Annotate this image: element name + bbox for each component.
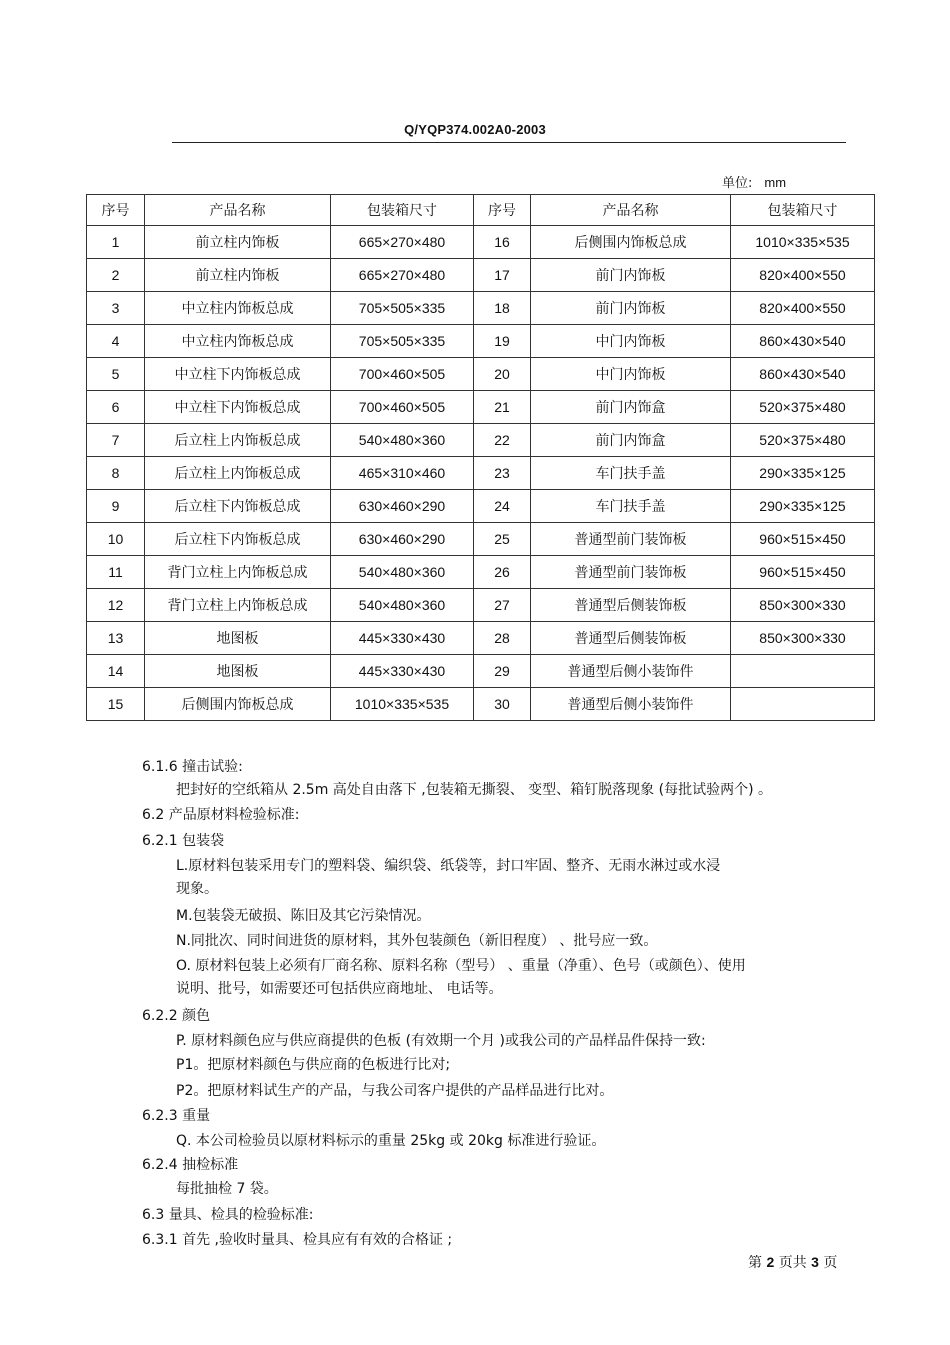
box-size-cell: 630×460×290 — [331, 490, 474, 523]
box-size-cell: 540×480×360 — [331, 589, 474, 622]
product-name-cell: 前立柱内饰板 — [145, 226, 331, 259]
item-m: M.包装袋无破损、陈旧及其它污染情况。 — [176, 908, 431, 924]
product-name-cell: 中立柱下内饰板总成 — [145, 358, 331, 391]
section-6-1-6-text: 把封好的空纸箱从 2.5m 高处自由落下 ,包装箱无撕裂、 变型、箱钉脱落现象 (每批试验两个) 。 — [176, 782, 772, 798]
item-p1: P1。把原材料颜色与供应商的色板进行比对; — [176, 1057, 451, 1073]
seq-cell: 30 — [474, 688, 531, 721]
item-l-line2: 现象。 — [176, 881, 218, 897]
column-header: 产品名称 — [145, 195, 331, 226]
table-header-row — [87, 195, 875, 226]
box-size-cell: 465×310×460 — [331, 457, 474, 490]
product-name-cell: 普通型后侧小装饰件 — [531, 655, 731, 688]
product-name-cell: 后立柱下内饰板总成 — [145, 523, 331, 556]
seq-cell: 5 — [87, 358, 145, 391]
column-header: 产品名称 — [531, 195, 731, 226]
product-name-cell: 中立柱下内饰板总成 — [145, 391, 331, 424]
page-number-pre: 第 — [748, 1255, 762, 1271]
unit-value: mm — [764, 175, 787, 190]
box-size-cell: 1010×335×535 — [331, 688, 474, 721]
seq-cell: 4 — [87, 325, 145, 358]
seq-cell: 9 — [87, 490, 145, 523]
product-name-cell: 车门扶手盖 — [531, 490, 731, 523]
product-name-cell: 车门扶手盖 — [531, 457, 731, 490]
product-name-cell: 普通型后侧装饰板 — [531, 589, 731, 622]
table-row — [87, 523, 875, 556]
seq-cell: 1 — [87, 226, 145, 259]
box-size-cell — [731, 688, 875, 721]
column-header: 序号 — [87, 195, 145, 226]
box-size-cell: 860×430×540 — [731, 358, 875, 391]
table-row — [87, 424, 875, 457]
page-number-post: 页 — [823, 1255, 838, 1271]
table-row — [87, 589, 875, 622]
seq-cell: 2 — [87, 259, 145, 292]
section-6-2-4-text: 每批抽检 7 袋。 — [176, 1181, 278, 1197]
seq-cell: 18 — [474, 292, 531, 325]
product-name-cell: 地图板 — [145, 622, 331, 655]
section-6-2-title: 6.2 产品原材料检验标准: — [142, 807, 300, 823]
section-6-2-4-title: 6.2.4 抽检标准 — [142, 1157, 239, 1173]
doc-code: Q/YQP374.002A0-2003 — [404, 122, 546, 137]
table-row — [87, 292, 875, 325]
box-size-cell: 540×480×360 — [331, 424, 474, 457]
box-size-cell: 700×460×505 — [331, 358, 474, 391]
box-size-cell: 960×515×450 — [731, 556, 875, 589]
section-6-3-1-text: 6.3.1 首先 ,验收时量具、检具应有有效的合格证 ; — [142, 1232, 453, 1248]
seq-cell: 24 — [474, 490, 531, 523]
table-row — [87, 688, 875, 721]
box-size-cell: 445×330×430 — [331, 622, 474, 655]
page-total: 3 — [811, 1254, 819, 1270]
box-size-cell: 700×460×505 — [331, 391, 474, 424]
column-header: 包装箱尺寸 — [331, 195, 474, 226]
section-6-3-title: 6.3 量具、检具的检验标准: — [142, 1207, 314, 1223]
seq-cell: 19 — [474, 325, 531, 358]
product-name-cell: 后立柱上内饰板总成 — [145, 457, 331, 490]
product-name-cell: 背门立柱上内饰板总成 — [145, 556, 331, 589]
item-p2: P2。把原材料试生产的产品，与我公司客户提供的产品样品进行比对。 — [176, 1083, 614, 1099]
item-n: N.同批次、同时间进货的原材料，其外包装颜色（新旧程度） 、批号应一致。 — [176, 933, 658, 949]
box-size-cell: 290×335×125 — [731, 457, 875, 490]
product-name-cell: 前门内饰板 — [531, 259, 731, 292]
header-rule — [172, 142, 846, 143]
box-size-cell: 850×300×330 — [731, 622, 875, 655]
box-size-cell: 540×480×360 — [331, 556, 474, 589]
product-name-cell: 前门内饰盒 — [531, 424, 731, 457]
product-name-cell: 前门内饰板 — [531, 292, 731, 325]
product-name-cell: 普通型前门装饰板 — [531, 523, 731, 556]
box-size-cell: 1010×335×535 — [731, 226, 875, 259]
item-p: P. 原材料颜色应与供应商提供的色板 (有效期一个月 )或我公司的产品样品件保持一致: — [176, 1033, 706, 1049]
column-header: 包装箱尺寸 — [731, 195, 875, 226]
table-row — [87, 457, 875, 490]
seq-cell: 23 — [474, 457, 531, 490]
product-name-cell: 后侧围内饰板总成 — [145, 688, 331, 721]
item-l-line1: L.原材料包装采用专门的塑料袋、编织袋、纸袋等，封口牢固、整齐、无雨水淋过或水浸 — [176, 858, 721, 874]
seq-cell: 16 — [474, 226, 531, 259]
section-6-2-3-title: 6.2.3 重量 — [142, 1108, 211, 1124]
product-name-cell: 前立柱内饰板 — [145, 259, 331, 292]
box-size-cell: 520×375×480 — [731, 391, 875, 424]
table-row — [87, 259, 875, 292]
product-name-cell: 地图板 — [145, 655, 331, 688]
box-size-cell: 705×505×335 — [331, 292, 474, 325]
product-name-cell: 后立柱下内饰板总成 — [145, 490, 331, 523]
product-name-cell: 后立柱上内饰板总成 — [145, 424, 331, 457]
box-size-cell: 445×330×430 — [331, 655, 474, 688]
box-size-cell: 705×505×335 — [331, 325, 474, 358]
box-size-cell: 860×430×540 — [731, 325, 875, 358]
seq-cell: 15 — [87, 688, 145, 721]
box-size-cell: 820×400×550 — [731, 292, 875, 325]
seq-cell: 20 — [474, 358, 531, 391]
box-size-cell: 290×335×125 — [731, 490, 875, 523]
seq-cell: 13 — [87, 622, 145, 655]
seq-cell: 25 — [474, 523, 531, 556]
product-name-cell: 中门内饰板 — [531, 358, 731, 391]
product-name-cell: 中立柱内饰板总成 — [145, 325, 331, 358]
section-6-1-6-title: 6.1.6 撞击试验: — [142, 759, 243, 775]
seq-cell: 27 — [474, 589, 531, 622]
seq-cell: 3 — [87, 292, 145, 325]
item-o-line2: 说明、批号，如需要还可包括供应商地址、 电话等。 — [176, 981, 503, 997]
seq-cell: 17 — [474, 259, 531, 292]
product-name-cell: 普通型前门装饰板 — [531, 556, 731, 589]
seq-cell: 11 — [87, 556, 145, 589]
table-row — [87, 622, 875, 655]
seq-cell: 26 — [474, 556, 531, 589]
box-size-cell — [731, 655, 875, 688]
seq-cell: 14 — [87, 655, 145, 688]
table-row — [87, 325, 875, 358]
seq-cell: 12 — [87, 589, 145, 622]
box-size-cell: 850×300×330 — [731, 589, 875, 622]
seq-cell: 29 — [474, 655, 531, 688]
section-6-2-1-title: 6.2.1 包装袋 — [142, 833, 225, 849]
box-size-cell: 630×460×290 — [331, 523, 474, 556]
item-q: Q. 本公司检验员以原材料标示的重量 25kg 或 20kg 标准进行验证。 — [176, 1133, 606, 1149]
packaging-size-table — [86, 194, 875, 721]
table-row — [87, 655, 875, 688]
item-o-line1: O. 原材料包装上必须有厂商名称、原料名称（型号） 、重量（净重）、色号（或颜色）、使用 — [176, 958, 746, 974]
seq-cell: 7 — [87, 424, 145, 457]
product-name-cell: 后侧围内饰板总成 — [531, 226, 731, 259]
page-current: 2 — [766, 1254, 775, 1270]
product-name-cell: 背门立柱上内饰板总成 — [145, 589, 331, 622]
table-row — [87, 391, 875, 424]
table-row — [87, 490, 875, 523]
seq-cell: 22 — [474, 424, 531, 457]
product-name-cell: 普通型后侧小装饰件 — [531, 688, 731, 721]
column-header: 序号 — [474, 195, 531, 226]
product-name-cell: 中立柱内饰板总成 — [145, 292, 331, 325]
table-row — [87, 556, 875, 589]
unit-label-text: 单位: — [722, 176, 753, 191]
seq-cell: 8 — [87, 457, 145, 490]
page-number — [748, 1252, 837, 1272]
page-number-mid: 页共 — [778, 1255, 807, 1271]
box-size-cell: 665×270×480 — [331, 226, 474, 259]
box-size-cell: 665×270×480 — [331, 259, 474, 292]
product-name-cell: 中门内饰板 — [531, 325, 731, 358]
table-row — [87, 358, 875, 391]
seq-cell: 28 — [474, 622, 531, 655]
box-size-cell: 820×400×550 — [731, 259, 875, 292]
product-name-cell: 前门内饰盒 — [531, 391, 731, 424]
box-size-cell: 520×375×480 — [731, 424, 875, 457]
product-name-cell: 普通型后侧装饰板 — [531, 622, 731, 655]
table-row — [87, 226, 875, 259]
section-6-2-2-title: 6.2.2 颜色 — [142, 1008, 211, 1024]
seq-cell: 21 — [474, 391, 531, 424]
unit-label — [722, 172, 786, 191]
seq-cell: 10 — [87, 523, 145, 556]
box-size-cell: 960×515×450 — [731, 523, 875, 556]
seq-cell: 6 — [87, 391, 145, 424]
